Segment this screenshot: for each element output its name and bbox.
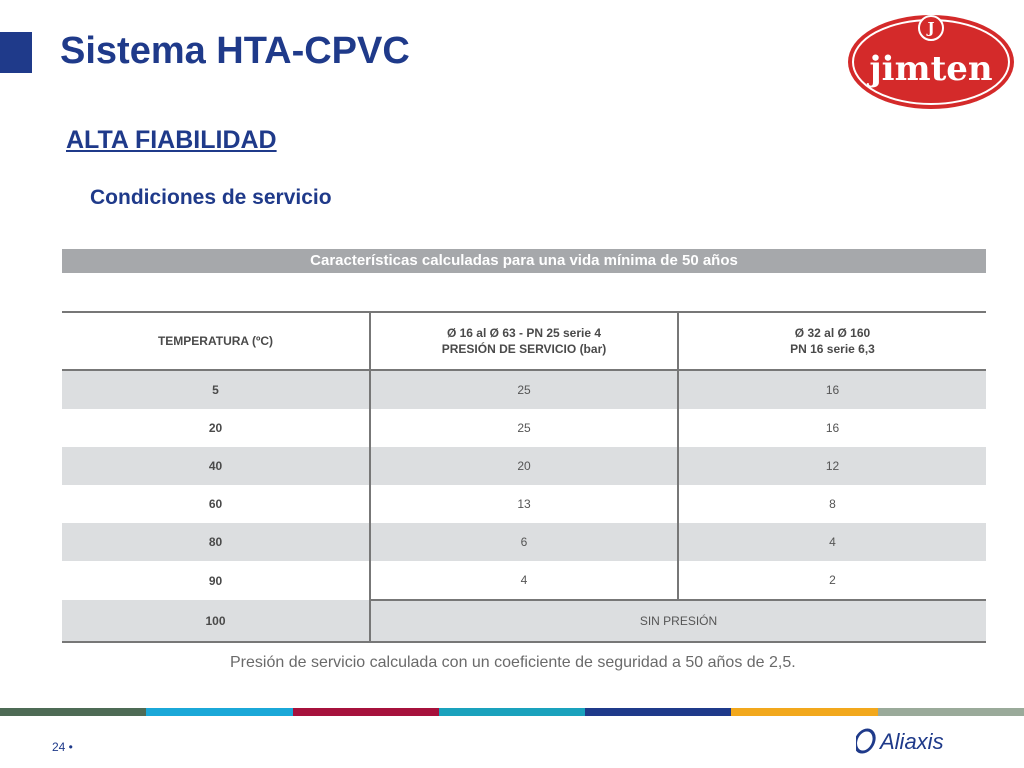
table-row xyxy=(62,409,986,447)
stripe-segment xyxy=(293,708,439,716)
cell-pn16: 2 xyxy=(678,561,986,600)
cell-pn25: 13 xyxy=(370,485,678,523)
stripe-segment xyxy=(0,708,146,716)
cell-pn16: 16 xyxy=(678,370,986,409)
cell-temp: 100 xyxy=(62,600,370,642)
cell-pn16: 8 xyxy=(678,485,986,523)
stripe-segment xyxy=(878,708,1024,716)
aliaxis-logo xyxy=(856,726,968,756)
stripe-segment xyxy=(585,708,731,716)
service-conditions-table xyxy=(62,311,986,643)
footer-color-stripe xyxy=(0,708,1024,716)
table-row xyxy=(62,561,986,600)
jimten-logo-text: jimten xyxy=(869,49,993,89)
cell-pn25: 25 xyxy=(370,370,678,409)
cell-pn16: 12 xyxy=(678,447,986,485)
header-temperature: TEMPERATURA (ºC) xyxy=(62,312,370,370)
stripe-segment xyxy=(731,708,877,716)
page-number: 24 • xyxy=(52,740,73,754)
table-row xyxy=(62,485,986,523)
cell-temp: 60 xyxy=(208,497,223,511)
cell-pn25: 25 xyxy=(370,409,678,447)
section-title: ALTA FIABILIDAD xyxy=(66,126,277,154)
table-row xyxy=(62,370,986,409)
table-caption: Características calculadas para una vida mínima de 50 años xyxy=(62,249,986,273)
table-header-row xyxy=(62,312,986,370)
table-footnote: Presión de servicio calculada con un coeficiente de seguridad a 50 años de 2,5. xyxy=(230,654,796,671)
cell-no-pressure: SIN PRESIÓN xyxy=(370,600,986,642)
cell-temp: 20 xyxy=(208,421,223,435)
cell-temp: 40 xyxy=(208,459,223,473)
cell-temp: 5 xyxy=(212,383,219,397)
cell-temp: 90 xyxy=(208,573,223,588)
cell-pn25: 4 xyxy=(370,561,678,600)
cell-pn25: 6 xyxy=(370,523,678,561)
cell-pn16: 16 xyxy=(678,409,986,447)
header-pn25: Ø 16 al Ø 63 - PN 25 serie 4 PRESIÓN DE SERVICIO (bar) xyxy=(370,312,678,370)
stripe-segment xyxy=(439,708,585,716)
header-pn16: Ø 32 al Ø 160 PN 16 serie 6,3 xyxy=(678,312,986,370)
page-title: Sistema HTA-CPVC xyxy=(60,30,410,72)
aliaxis-logo-text: Aliaxis xyxy=(880,729,944,754)
title-accent-square xyxy=(0,32,32,73)
cell-pn16: 4 xyxy=(678,523,986,561)
table-row xyxy=(62,447,986,485)
stripe-segment xyxy=(146,708,292,716)
table-row xyxy=(62,523,986,561)
cell-pn25: 20 xyxy=(370,447,678,485)
cell-temp: 80 xyxy=(208,535,223,549)
table-row xyxy=(62,600,986,642)
section-subheading: Condiciones de servicio xyxy=(90,186,332,209)
svg-text:J: J xyxy=(927,19,935,37)
jimten-logo xyxy=(846,12,1016,112)
